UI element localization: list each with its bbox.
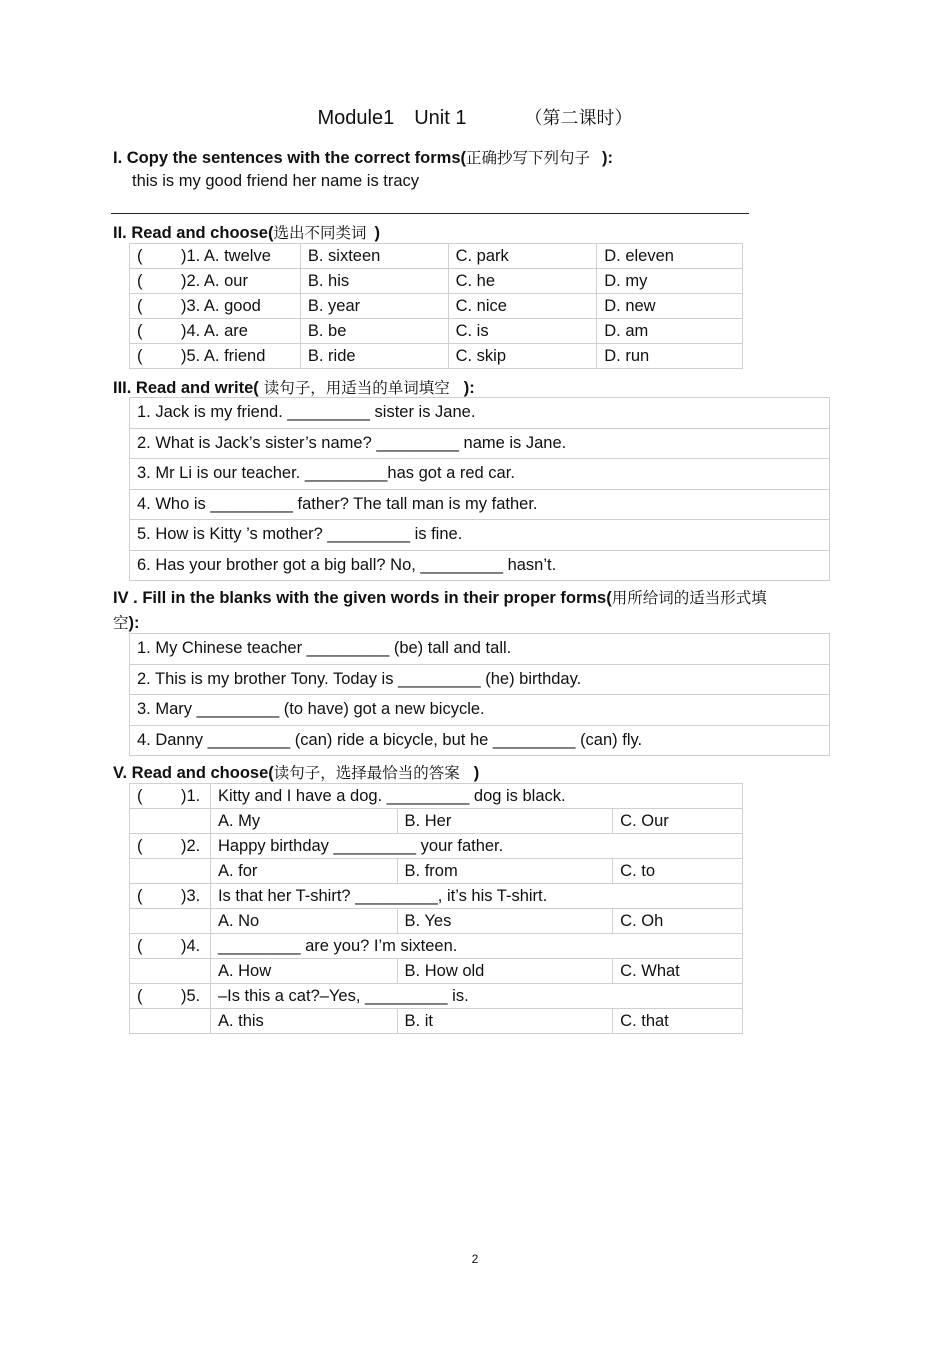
section-5-table bbox=[129, 783, 743, 1034]
fill-in-sentence: 2. What is Jack’s sister’s name? _________ name is Jane. bbox=[130, 428, 830, 459]
fill-in-sentence: 1. Jack is my friend. _________ sister is Jane. bbox=[130, 398, 830, 429]
options-row bbox=[130, 1009, 743, 1034]
option-b: B. sixteen bbox=[300, 244, 448, 269]
option-b: B. ride bbox=[300, 344, 448, 369]
empty-cell bbox=[130, 859, 211, 884]
section-2-table bbox=[129, 243, 743, 369]
option-a: A. How bbox=[210, 959, 397, 984]
list-item bbox=[130, 725, 830, 756]
question-text: _________ are you? I’m sixteen. bbox=[210, 934, 742, 959]
question-number-cell bbox=[130, 884, 211, 909]
question-row bbox=[130, 984, 743, 1009]
question-number-cell bbox=[130, 269, 301, 294]
question-number-cell bbox=[130, 244, 301, 269]
list-item bbox=[130, 695, 830, 726]
question-text: Is that her T-shirt? _________, it’s his T-shirt. bbox=[210, 884, 742, 909]
table-row bbox=[130, 269, 743, 294]
list-item bbox=[130, 428, 830, 459]
option-d: D. my bbox=[597, 269, 743, 294]
options-row bbox=[130, 809, 743, 834]
question-number: )2. bbox=[181, 836, 201, 855]
answer-bracket[interactable]: ( bbox=[137, 786, 143, 805]
option-c: C. Oh bbox=[613, 909, 743, 934]
options-row bbox=[130, 909, 743, 934]
question-number: )1. bbox=[181, 786, 201, 805]
option-a: A. No bbox=[210, 909, 397, 934]
option-c: C. to bbox=[613, 859, 743, 884]
question-number-cell bbox=[130, 294, 301, 319]
option-b: B. year bbox=[300, 294, 448, 319]
question-text: )2. A. our bbox=[181, 271, 248, 290]
question-row bbox=[130, 834, 743, 859]
option-d: D. eleven bbox=[597, 244, 743, 269]
question-number: )5. bbox=[181, 986, 201, 1005]
answer-bracket[interactable]: ( bbox=[137, 321, 143, 340]
section-1-heading: I. Copy the sentences with the correct forms(正确抄写下列句子 ): bbox=[113, 149, 614, 167]
list-item bbox=[130, 664, 830, 695]
option-a: A. for bbox=[210, 859, 397, 884]
list-item bbox=[130, 550, 830, 581]
answer-bracket[interactable]: ( bbox=[137, 986, 143, 1005]
section-3-heading: III. Read and write( 读句子，用适当的单词填空 ): bbox=[113, 379, 475, 397]
option-d: D. new bbox=[597, 294, 743, 319]
title-module: Module1 bbox=[317, 107, 395, 129]
title-unit: Unit 1 bbox=[414, 107, 467, 129]
option-c: C. Our bbox=[613, 809, 743, 834]
answer-bracket[interactable]: ( bbox=[137, 936, 143, 955]
question-number-cell bbox=[130, 319, 301, 344]
options-row bbox=[130, 859, 743, 884]
question-text: )1. A. twelve bbox=[181, 246, 271, 265]
option-c: C. What bbox=[613, 959, 743, 984]
option-c: C. that bbox=[613, 1009, 743, 1034]
fill-in-sentence: 4. Danny _________ (can) ride a bicycle, but he _________ (can) fly. bbox=[130, 725, 830, 756]
fill-in-sentence: 5. How is Kitty ’s mother? _________ is fine. bbox=[130, 520, 830, 551]
question-number: )3. bbox=[181, 886, 201, 905]
question-text: –Is this a cat?–Yes, _________ is. bbox=[210, 984, 742, 1009]
fill-in-sentence: 4. Who is _________ father? The tall man is my father. bbox=[130, 489, 830, 520]
question-text: )3. A. good bbox=[181, 296, 261, 315]
answer-bracket[interactable]: ( bbox=[137, 296, 143, 315]
options-row bbox=[130, 959, 743, 984]
option-c: C. skip bbox=[448, 344, 597, 369]
option-a: A. My bbox=[210, 809, 397, 834]
fill-in-sentence: 3. Mary _________ (to have) got a new bicycle. bbox=[130, 695, 830, 726]
answer-bracket[interactable]: ( bbox=[137, 271, 143, 290]
list-item bbox=[130, 489, 830, 520]
answer-line bbox=[111, 213, 749, 214]
question-text: )5. A. friend bbox=[181, 346, 266, 365]
list-item bbox=[130, 459, 830, 490]
page-title bbox=[0, 104, 950, 130]
option-c: C. is bbox=[448, 319, 597, 344]
option-b: B. his bbox=[300, 269, 448, 294]
question-text: )4. A. are bbox=[181, 321, 248, 340]
option-d: D. am bbox=[597, 319, 743, 344]
empty-cell bbox=[130, 809, 211, 834]
question-number-cell bbox=[130, 834, 211, 859]
fill-in-sentence: 2. This is my brother Tony. Today is _________ (he) birthday. bbox=[130, 664, 830, 695]
list-item bbox=[130, 520, 830, 551]
empty-cell bbox=[130, 959, 211, 984]
section-3-table bbox=[129, 397, 830, 581]
table-row bbox=[130, 319, 743, 344]
question-text: Happy birthday _________ your father. bbox=[210, 834, 742, 859]
section-5-heading: V. Read and choose(读句子，选择最恰当的答案 ) bbox=[113, 764, 480, 782]
option-a: A. this bbox=[210, 1009, 397, 1034]
table-row bbox=[130, 344, 743, 369]
fill-in-sentence: 3. Mr Li is our teacher. _________has got a red car. bbox=[130, 459, 830, 490]
option-d: D. run bbox=[597, 344, 743, 369]
option-b: B. Her bbox=[397, 809, 613, 834]
option-b: B. be bbox=[300, 319, 448, 344]
question-row bbox=[130, 784, 743, 809]
fill-in-sentence: 1. My Chinese teacher _________ (be) tall and tall. bbox=[130, 634, 830, 665]
answer-bracket[interactable]: ( bbox=[137, 246, 143, 265]
answer-bracket[interactable]: ( bbox=[137, 886, 143, 905]
question-number-cell bbox=[130, 934, 211, 959]
question-number-cell bbox=[130, 344, 301, 369]
section-4-table bbox=[129, 633, 830, 756]
empty-cell bbox=[130, 1009, 211, 1034]
table-row bbox=[130, 294, 743, 319]
page-number: 2 bbox=[471, 1252, 479, 1266]
question-row bbox=[130, 934, 743, 959]
question-number-cell bbox=[130, 984, 211, 1009]
question-number: )4. bbox=[181, 936, 201, 955]
question-row bbox=[130, 884, 743, 909]
option-b: B. How old bbox=[397, 959, 613, 984]
section-2-heading: II. Read and choose(选出不同类词 ) bbox=[113, 224, 380, 242]
list-item bbox=[130, 398, 830, 429]
question-number-cell bbox=[130, 784, 211, 809]
question-text: Kitty and I have a dog. _________ dog is black. bbox=[210, 784, 742, 809]
option-c: C. nice bbox=[448, 294, 597, 319]
option-c: C. park bbox=[448, 244, 597, 269]
list-item bbox=[130, 634, 830, 665]
table-row bbox=[130, 244, 743, 269]
section-1-sentence: this is my good friend her name is tracy bbox=[132, 172, 420, 190]
answer-bracket[interactable]: ( bbox=[137, 346, 143, 365]
answer-bracket[interactable]: ( bbox=[137, 836, 143, 855]
option-b: B. Yes bbox=[397, 909, 613, 934]
empty-cell bbox=[130, 909, 211, 934]
option-b: B. from bbox=[397, 859, 613, 884]
title-lesson: （第二课时） bbox=[524, 108, 633, 129]
option-c: C. he bbox=[448, 269, 597, 294]
section-4-heading: IV . Fill in the blanks with the given words in their proper forms(用所给词的适当形式填 空): bbox=[113, 589, 767, 632]
fill-in-sentence: 6. Has your brother got a big ball? No, _________ hasn’t. bbox=[130, 550, 830, 581]
option-b: B. it bbox=[397, 1009, 613, 1034]
